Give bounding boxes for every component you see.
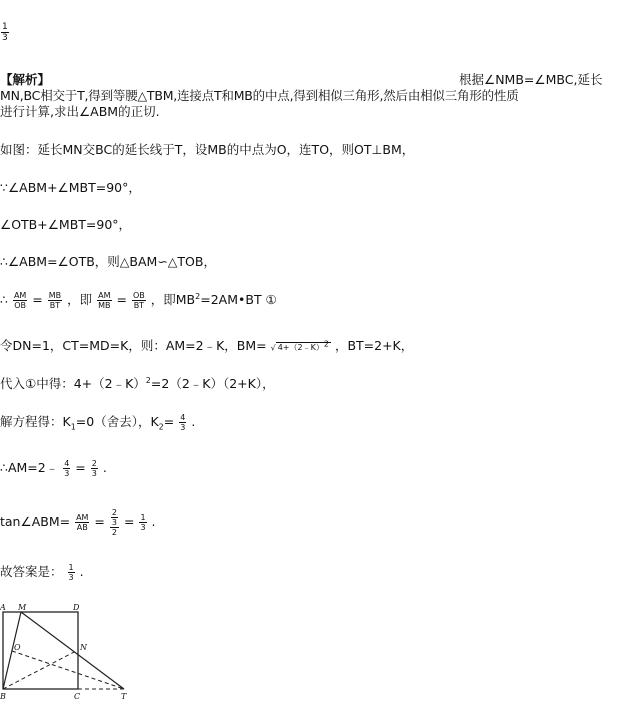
- step8-c: =: [163, 414, 175, 429]
- step-1: 如图：延长MN交BC的延长线于T，设MB的中点为O，连TO，则OT⊥BM，: [0, 142, 415, 157]
- analysis-intro-line2: MN,BC相交于T,得到等腰△TBM,连接点T和MB的中点,得到相似三角形,然后由相似三角形的性质: [0, 88, 519, 103]
- step8-sub2: 2: [158, 422, 164, 432]
- label-a: A: [0, 603, 6, 612]
- step8-d: .: [191, 414, 196, 429]
- step6-sqrt-sup: 2: [323, 339, 329, 349]
- step9-eq: =: [75, 460, 86, 475]
- step10-outer-den: 2: [111, 528, 117, 537]
- step5-f1-den: OB: [14, 301, 27, 310]
- step9-d: .: [102, 460, 107, 475]
- step5-f3-den: MB: [98, 301, 111, 310]
- label-o: O: [14, 643, 21, 652]
- step5-prefix: ∴: [0, 292, 8, 307]
- step11-f-den: 3: [68, 573, 74, 582]
- step-10: [0, 508, 156, 537]
- step10-a: tan∠ABM=: [0, 514, 71, 529]
- step-4: ∴∠ABM=∠OTB，则△BAM∽△TOB，: [0, 254, 216, 269]
- step5-f2-den: BT: [49, 301, 61, 310]
- step8-f-num: 4: [180, 413, 186, 422]
- step10-inner-num: 2: [111, 508, 117, 517]
- step5-f4-num: OB: [132, 291, 145, 300]
- step10-f1-den: AB: [76, 523, 88, 532]
- compound-fraction: [110, 508, 119, 537]
- step9-f2-den: 3: [91, 469, 97, 478]
- step9-f1-num: 4: [64, 459, 70, 468]
- label-t: T: [121, 692, 127, 701]
- label-n: N: [80, 643, 87, 652]
- step10-eq1: =: [94, 514, 105, 529]
- sqrt-expression: √ 4+（2﹣K）2: [270, 339, 329, 353]
- step-5: [0, 290, 277, 310]
- segment-mt: [21, 612, 124, 689]
- step5-eq2: =: [116, 292, 127, 307]
- step10-f3-den: 3: [140, 523, 146, 532]
- analysis-heading: 【解析】: [0, 72, 51, 87]
- step11-d: .: [79, 564, 84, 579]
- step5-tail-a: ，即MB: [150, 292, 196, 307]
- step7-a: 代入①中得：4+（2﹣K）: [0, 376, 146, 391]
- top-answer-numerator: 1: [2, 22, 8, 32]
- step-2: ∵∠ABM+∠MBT=90°，: [0, 180, 141, 195]
- step-9: [0, 458, 107, 478]
- step5-tail-sup: 2: [195, 291, 201, 301]
- analysis-intro-right: 根据∠NMB=∠MBC,延长: [459, 72, 603, 87]
- step5-mid: ，即: [67, 292, 93, 307]
- step-7: [0, 374, 275, 392]
- step-6: [0, 336, 413, 354]
- top-answer-denominator: 3: [2, 33, 8, 43]
- step11-f-num: 1: [68, 563, 74, 572]
- step8-b: =0（舍去），K: [75, 414, 159, 429]
- label-c: C: [74, 692, 81, 701]
- step9-f1-den: 3: [64, 469, 70, 478]
- step8-sub1: 1: [70, 422, 76, 432]
- step7-b: =2（2﹣K）（2+K），: [150, 376, 275, 391]
- step6-sqrt: 4+（2﹣K）: [277, 343, 324, 353]
- step11-a: 故答案是：: [0, 564, 63, 579]
- step5-eq1: =: [32, 292, 43, 307]
- step9-a: ∴AM=2﹣: [0, 460, 59, 475]
- label-d: D: [73, 603, 80, 612]
- step5-f2-num: MB: [48, 291, 62, 300]
- step8-f-den: 3: [180, 423, 186, 432]
- step10-eq2: =: [123, 514, 135, 529]
- step10-f3-num: 1: [140, 513, 146, 522]
- step6-a: 令DN=1，CT=MD=K，则：AM=2﹣K，BM=: [0, 338, 267, 353]
- step5-f1-num: AM: [13, 291, 27, 300]
- step10-d: .: [151, 514, 156, 529]
- step5-f4-den: BT: [133, 301, 145, 310]
- step6-b: ，BT=2+K，: [334, 338, 414, 353]
- analysis-intro-line3: 进行计算,求出∠ABM的正切.: [0, 104, 160, 119]
- geometry-diagram: [0, 603, 135, 707]
- step-3: ∠OTB+∠MBT=90°，: [0, 217, 132, 232]
- step5-tail-b: =2AM•BT ①: [200, 292, 277, 307]
- step10-inner-den: 3: [111, 518, 117, 527]
- segment-ot: [12, 651, 124, 689]
- step5-f3-num: AM: [98, 291, 111, 300]
- step-11: [0, 562, 84, 582]
- step10-f1-num: AM: [76, 513, 89, 522]
- label-b: B: [0, 692, 6, 701]
- top-answer-fraction: [0, 22, 10, 43]
- step8-a: 解方程得：K: [0, 414, 71, 429]
- step7-sup: 2: [145, 375, 151, 385]
- step9-f2-num: 2: [91, 459, 97, 468]
- label-m: M: [18, 603, 27, 612]
- step-8: [0, 412, 195, 432]
